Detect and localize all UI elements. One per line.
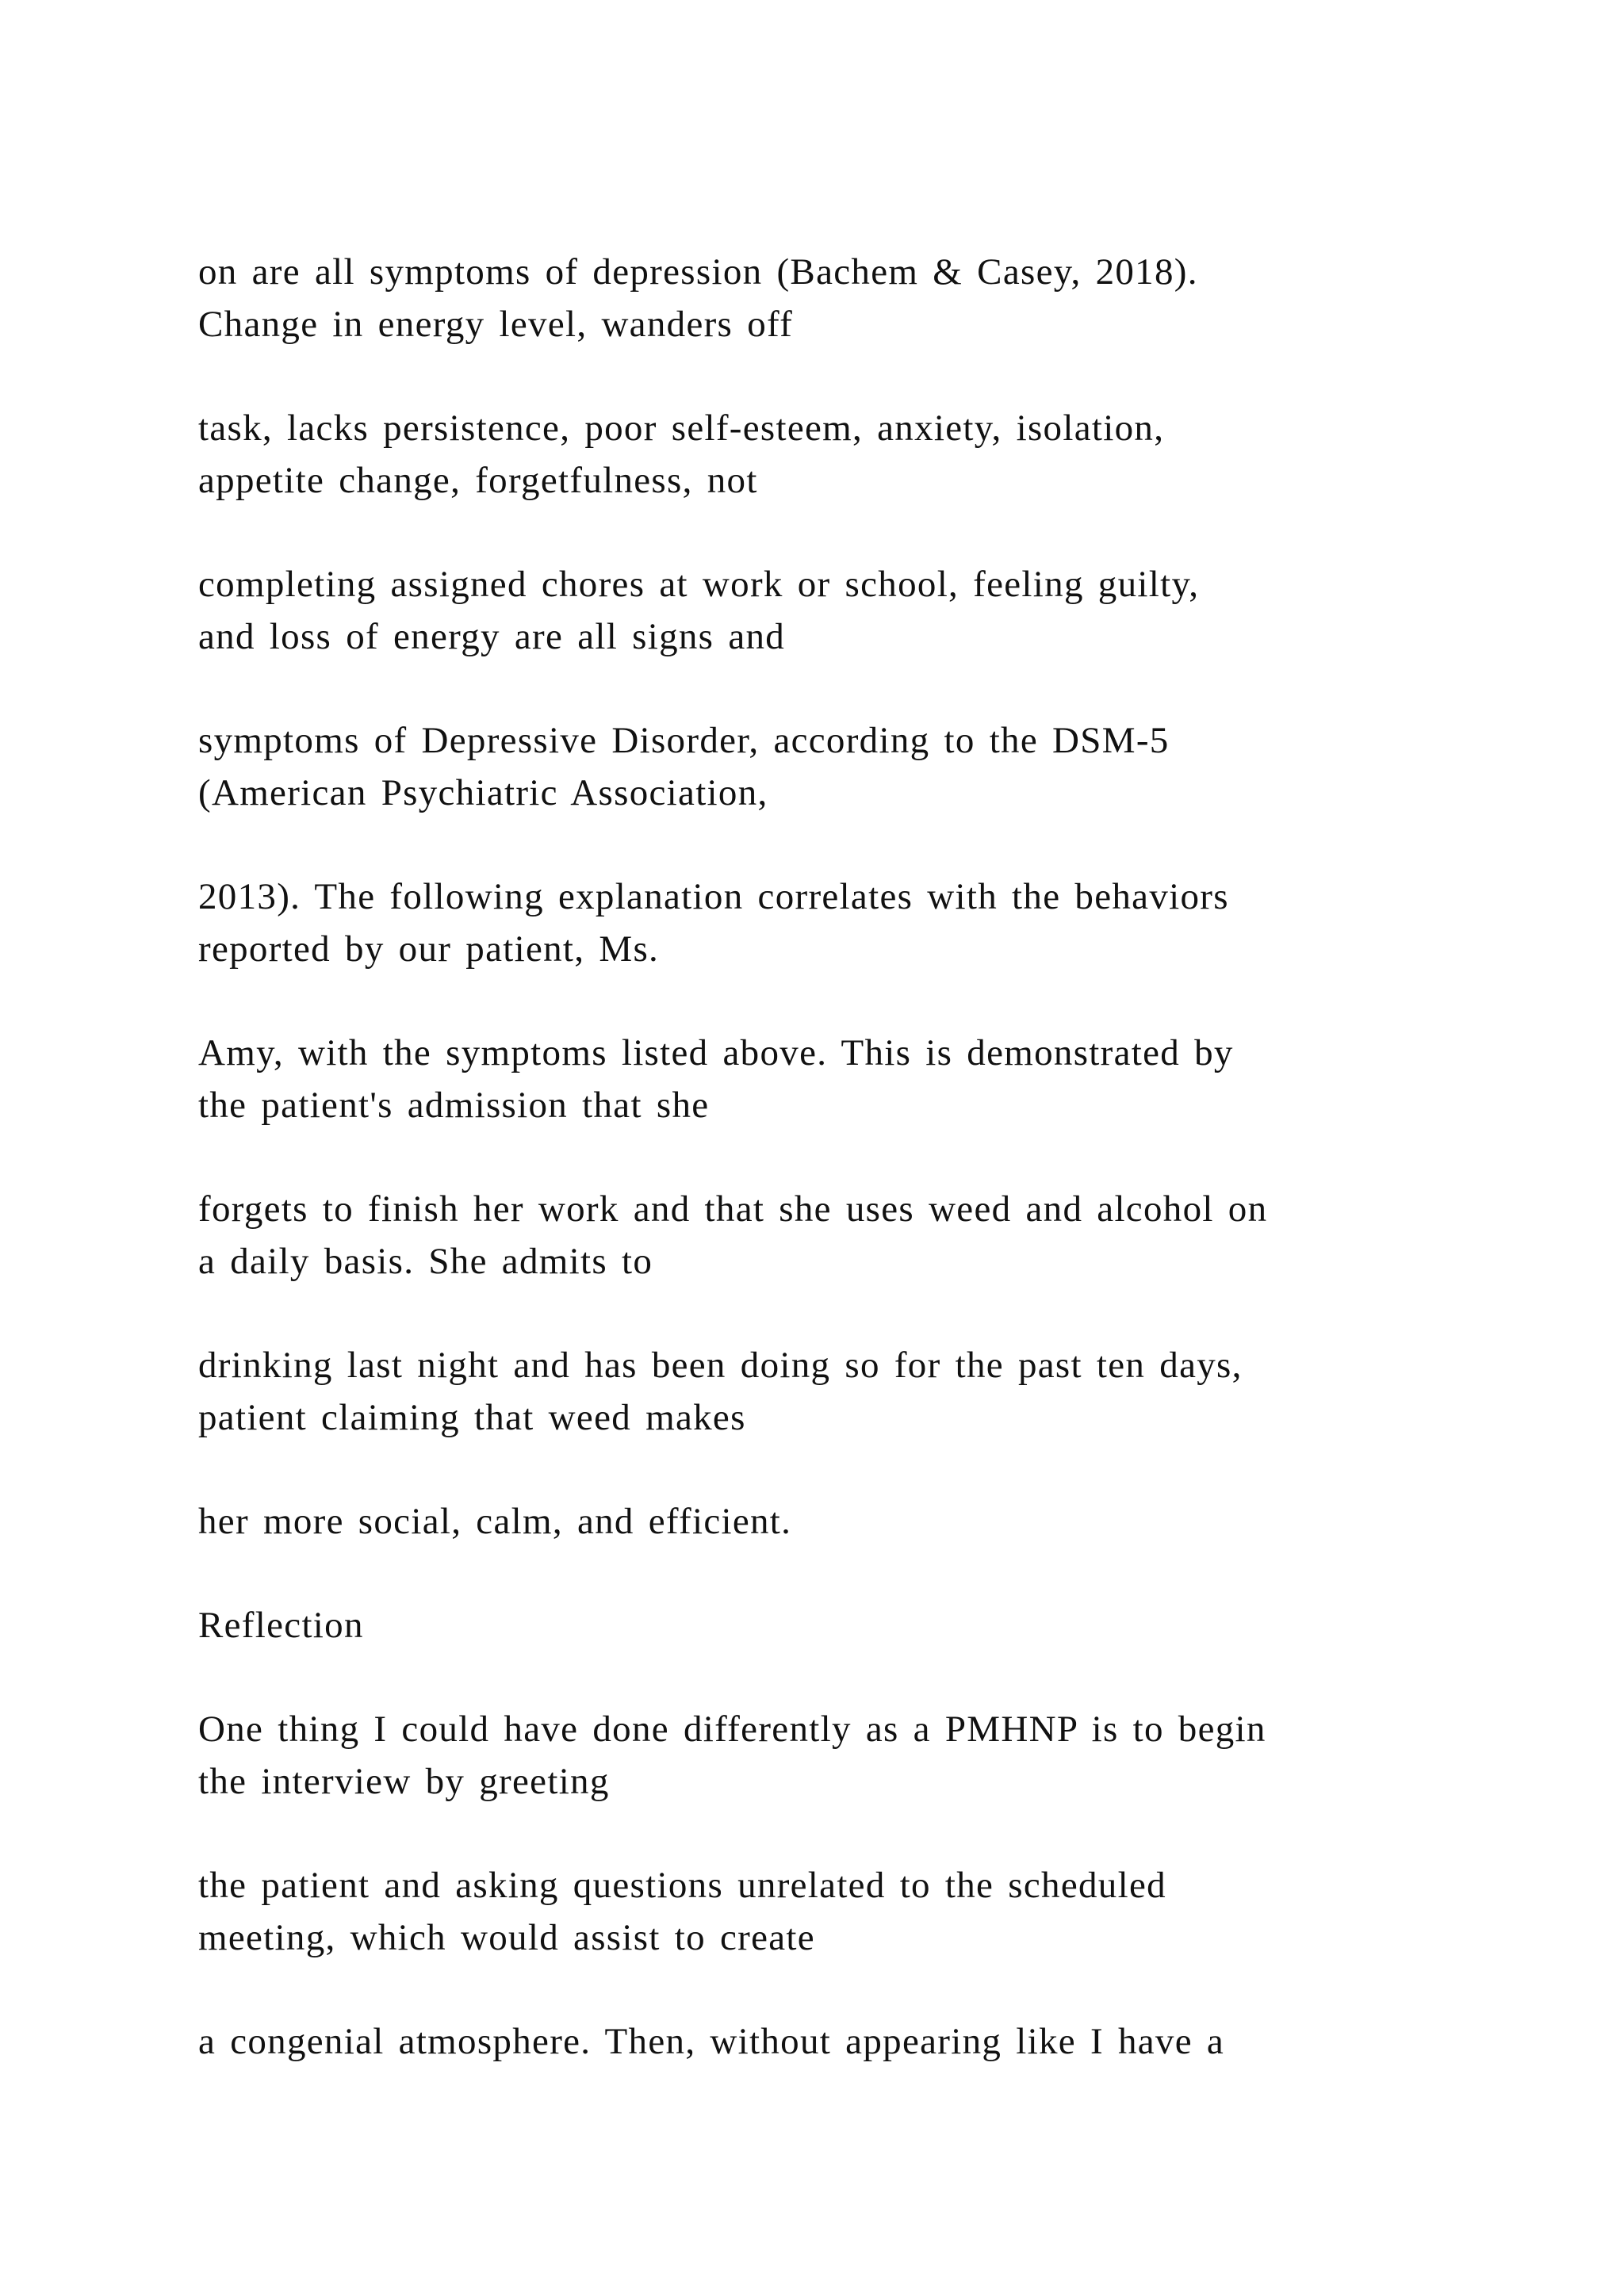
text-line: completing assigned chores at work or school, feeling guilty, bbox=[198, 564, 1200, 605]
text-line: symptoms of Depressive Disorder, according to the DSM-5 bbox=[198, 720, 1170, 761]
text-line: appetite change, forgetfulness, not bbox=[198, 460, 758, 501]
text-line: on are all symptoms of depression (Bachem & Casey, 2018). bbox=[198, 251, 1198, 293]
text-line: the patient's admission that she bbox=[198, 1085, 710, 1126]
paragraph bbox=[198, 1703, 1546, 1808]
paragraph bbox=[198, 1495, 1546, 1548]
text-line: patient claiming that weed makes bbox=[198, 1397, 746, 1438]
paragraph bbox=[198, 1183, 1546, 1288]
text-line: her more social, calm, and efficient. bbox=[198, 1501, 792, 1542]
text-line: and loss of energy are all signs and bbox=[198, 616, 786, 657]
paragraph bbox=[198, 1027, 1546, 1131]
paragraph bbox=[198, 402, 1546, 507]
text-line: (American Psychiatric Association, bbox=[198, 772, 768, 813]
document-body bbox=[198, 246, 1546, 2119]
text-line: Amy, with the symptoms listed above. This is demonstrated by bbox=[198, 1032, 1234, 1073]
text-line: drinking last night and has been doing so for the past ten days, bbox=[198, 1345, 1243, 1386]
paragraph bbox=[198, 1339, 1546, 1444]
text-line: 2013). The following explanation correlates with the behaviors bbox=[198, 876, 1229, 917]
text-line: the interview by greeting bbox=[198, 1761, 610, 1802]
paragraph bbox=[198, 246, 1546, 350]
text-line: meeting, which would assist to create bbox=[198, 1917, 815, 1958]
text-line: One thing I could have done differently as a PMHNP is to begin bbox=[198, 1709, 1266, 1750]
text-line: a daily basis. She admits to bbox=[198, 1241, 653, 1282]
text-line: a congenial atmosphere. Then, without appearing like I have a bbox=[198, 2021, 1225, 2062]
text-line: the patient and asking questions unrelated to the scheduled bbox=[198, 1865, 1166, 1906]
section-heading-text: Reflection bbox=[198, 1605, 364, 1646]
paragraph bbox=[198, 714, 1546, 819]
text-line: reported by our patient, Ms. bbox=[198, 928, 660, 970]
paragraph bbox=[198, 1859, 1546, 1964]
section-heading bbox=[198, 1599, 1546, 1651]
text-line: forgets to finish her work and that she uses weed and alcohol on bbox=[198, 1188, 1268, 1230]
text-line: Change in energy level, wanders off bbox=[198, 304, 794, 345]
paragraph bbox=[198, 558, 1546, 663]
text-line: task, lacks persistence, poor self-esteem, anxiety, isolation, bbox=[198, 408, 1165, 449]
paragraph bbox=[198, 871, 1546, 975]
paragraph bbox=[198, 2015, 1546, 2068]
